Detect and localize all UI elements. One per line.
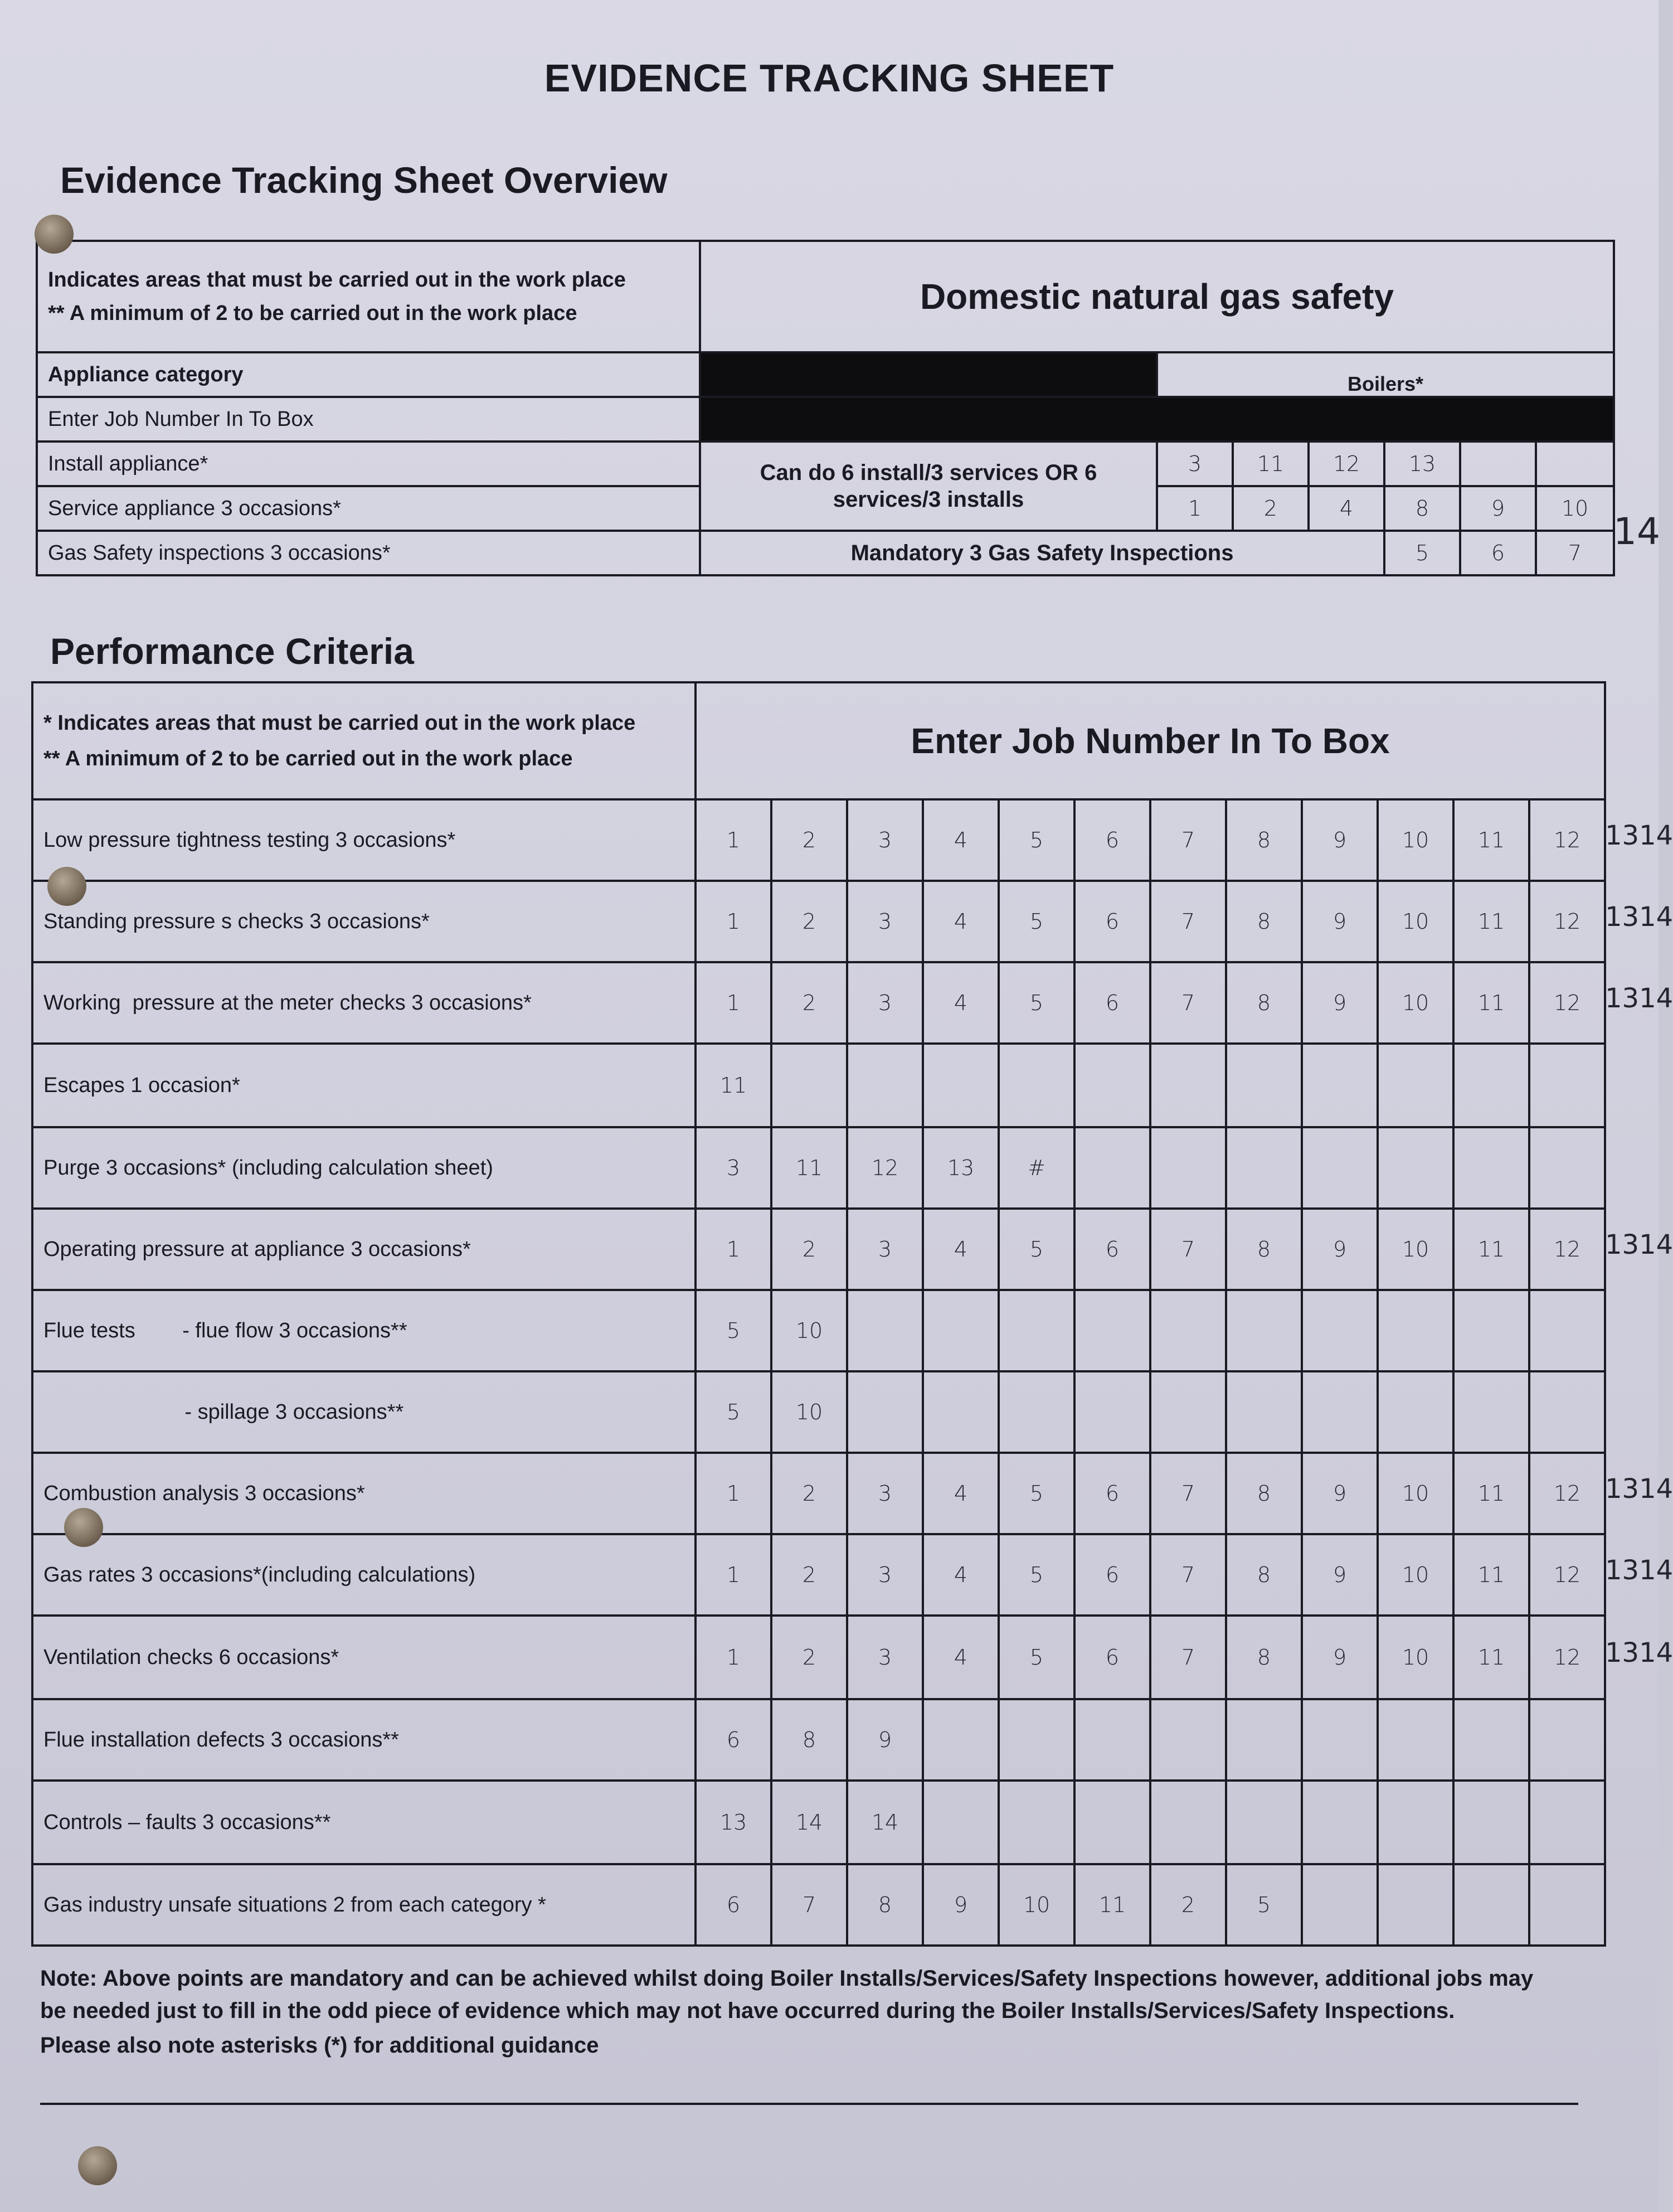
criteria-label: - spillage 3 occasions** xyxy=(32,1371,696,1453)
job-number-cell[interactable]: 1 xyxy=(696,1534,771,1616)
pin-hole xyxy=(64,1508,103,1547)
job-number-cell[interactable] xyxy=(1074,1699,1150,1781)
job-number-cell[interactable] xyxy=(1150,1044,1226,1127)
overview-legend xyxy=(37,241,700,352)
job-number-cell[interactable]: 8 xyxy=(1226,1453,1302,1534)
job-number-cell[interactable]: 5 xyxy=(999,962,1074,1044)
margin-job-note: 1314 xyxy=(1605,1555,1673,1586)
criteria-label: Flue tests - flue flow 3 occasions** xyxy=(32,1290,696,1371)
job-number-cell[interactable]: 6 xyxy=(1074,1453,1150,1534)
job-number-cell[interactable]: 8 xyxy=(1226,799,1302,881)
job-number-cell[interactable] xyxy=(1302,1044,1378,1127)
job-number-cell[interactable]: 10 xyxy=(771,1371,847,1453)
job-number-cell[interactable]: 4 xyxy=(923,1534,999,1616)
job-number-cell[interactable] xyxy=(1378,1864,1453,1946)
criteria-row xyxy=(32,1290,1605,1371)
criteria-label: Operating pressure at appliance 3 occasions* xyxy=(32,1209,696,1290)
job-number-cell[interactable] xyxy=(847,1044,923,1127)
job-number-cell[interactable]: 12 xyxy=(847,1127,923,1209)
job-number-cell[interactable]: 13 xyxy=(696,1781,771,1864)
job-number-cell[interactable] xyxy=(1074,1290,1150,1371)
job-number-cell[interactable]: 9 xyxy=(1302,1616,1378,1699)
job-number-cell[interactable]: 7 xyxy=(1150,1616,1226,1699)
service-job-cell[interactable]: 9 xyxy=(1460,486,1536,531)
criteria-label: Purge 3 occasions* (including calculation sheet) xyxy=(32,1127,696,1209)
job-number-cell[interactable]: 9 xyxy=(1302,1534,1378,1616)
job-number-cell[interactable]: 2 xyxy=(1150,1864,1226,1946)
criteria-row xyxy=(32,1453,1605,1534)
job-number-cell[interactable]: 11 xyxy=(1453,962,1529,1044)
job-number-cell[interactable] xyxy=(1378,1781,1453,1864)
job-number-cell[interactable]: 8 xyxy=(1226,1209,1302,1290)
install-job-cell[interactable] xyxy=(1536,442,1614,486)
job-number-cell[interactable]: 11 xyxy=(1453,1453,1529,1534)
criteria-label: Gas industry unsafe situations 2 from each category * xyxy=(32,1864,696,1946)
service-extra-note: 14 xyxy=(1613,510,1660,553)
job-number-cell[interactable]: 1 xyxy=(696,962,771,1044)
job-number-cell[interactable]: 11 xyxy=(696,1044,771,1127)
performance-table xyxy=(31,681,1606,1947)
job-number-cell[interactable]: 4 xyxy=(923,1616,999,1699)
criteria-row xyxy=(32,1781,1605,1864)
appliance-category-label: Appliance category xyxy=(37,352,700,397)
job-number-cell[interactable] xyxy=(1150,1781,1226,1864)
asterisk-note: Please also note asterisks (*) for additional guidance xyxy=(40,2033,599,2058)
job-number-cell[interactable] xyxy=(1302,1699,1378,1781)
margin-job-note: 1314 xyxy=(1605,1637,1673,1668)
job-number-cell[interactable] xyxy=(1150,1290,1226,1371)
job-number-cell[interactable]: 6 xyxy=(696,1699,771,1781)
legend-star: * Indicates areas that must be carried out in the work place xyxy=(43,711,636,735)
overview-heading: Evidence Tracking Sheet Overview xyxy=(60,159,668,201)
job-number-cell[interactable] xyxy=(1074,1044,1150,1127)
footer-note: Note: Above points are mandatory and can be achieved whilst doing Boiler Installs/Services/Safety Inspections however, additional jobs may be needed just to fill in the odd piece of evidence which may not have occurred during the Boiler Installs/Services/Safety Inspections. xyxy=(40,1966,1534,2023)
job-number-cell[interactable] xyxy=(1226,1781,1302,1864)
job-number-cell[interactable] xyxy=(847,1371,923,1453)
criteria-row xyxy=(32,962,1605,1044)
criteria-row xyxy=(32,799,1605,881)
job-number-cell[interactable]: 8 xyxy=(771,1699,847,1781)
job-number-cell[interactable]: 10 xyxy=(1378,962,1453,1044)
job-number-cell[interactable]: 5 xyxy=(999,1534,1074,1616)
margin-job-note: 1314 xyxy=(1605,1229,1673,1260)
job-number-cell[interactable]: 9 xyxy=(923,1864,999,1946)
job-number-cell[interactable] xyxy=(1074,1781,1150,1864)
job-number-cell[interactable] xyxy=(999,1699,1074,1781)
job-number-cell[interactable]: 4 xyxy=(923,799,999,881)
job-number-cell[interactable] xyxy=(1226,1371,1302,1453)
job-number-cell[interactable]: 14 xyxy=(847,1781,923,1864)
job-number-cell[interactable] xyxy=(847,1290,923,1371)
job-number-cell[interactable]: 10 xyxy=(999,1864,1074,1946)
job-number-cell[interactable]: 3 xyxy=(847,1453,923,1534)
job-number-cell[interactable] xyxy=(999,1044,1074,1127)
job-number-cell[interactable]: 11 xyxy=(1453,1616,1529,1699)
margin-job-note: 1314 xyxy=(1605,983,1673,1014)
job-number-cell[interactable]: 10 xyxy=(1378,799,1453,881)
job-number-cell[interactable]: 7 xyxy=(1150,962,1226,1044)
inspection-job-cell[interactable]: 5 xyxy=(1384,531,1460,575)
criteria-row xyxy=(32,881,1605,962)
job-number-cell[interactable] xyxy=(1302,1864,1378,1946)
job-number-cell[interactable]: 12 xyxy=(1529,881,1605,962)
job-number-cell[interactable] xyxy=(1453,1864,1529,1946)
install-note: Can do 6 install/3 services OR 6 services/3 installs xyxy=(700,442,1157,531)
job-number-cell[interactable]: 11 xyxy=(771,1127,847,1209)
job-number-cell[interactable] xyxy=(1529,1371,1605,1453)
criteria-label: Combustion analysis 3 occasions* xyxy=(32,1453,696,1534)
margin-job-note: 1314 xyxy=(1605,901,1673,933)
job-number-cell[interactable] xyxy=(1378,1127,1453,1209)
inspection-job-cell[interactable]: 7 xyxy=(1536,531,1614,575)
job-number-cell[interactable]: 1 xyxy=(696,799,771,881)
job-number-cell[interactable]: 6 xyxy=(696,1864,771,1946)
criteria-row xyxy=(32,1127,1605,1209)
boilers-label: Boilers* xyxy=(1157,352,1614,397)
job-number-cell[interactable] xyxy=(1529,1044,1605,1127)
job-number-cell[interactable]: 2 xyxy=(771,1616,847,1699)
legend-star: Indicates areas that must be carried out in the work place xyxy=(48,268,626,292)
enter-job-label: Enter Job Number In To Box xyxy=(37,397,700,442)
job-number-cell[interactable]: 11 xyxy=(1453,1534,1529,1616)
redacted-block xyxy=(700,352,1157,397)
job-number-cell[interactable]: 6 xyxy=(1074,962,1150,1044)
job-number-cell[interactable] xyxy=(1529,1864,1605,1946)
job-number-cell[interactable]: 5 xyxy=(696,1290,771,1371)
job-number-cell[interactable]: 13 xyxy=(923,1127,999,1209)
job-number-cell[interactable]: 5 xyxy=(999,799,1074,881)
job-number-cell[interactable]: 10 xyxy=(1378,1616,1453,1699)
service-job-cell[interactable]: 10 xyxy=(1536,486,1614,531)
job-number-cell[interactable]: 2 xyxy=(771,1534,847,1616)
job-number-cell[interactable] xyxy=(1302,1290,1378,1371)
job-number-cell[interactable]: 10 xyxy=(1378,1209,1453,1290)
job-number-cell[interactable]: 7 xyxy=(1150,1209,1226,1290)
job-number-cell[interactable]: 7 xyxy=(1150,881,1226,962)
job-number-cell[interactable]: 2 xyxy=(771,962,847,1044)
criteria-row xyxy=(32,1616,1605,1699)
job-number-cell[interactable]: 1 xyxy=(696,1453,771,1534)
job-number-cell[interactable] xyxy=(1453,1371,1529,1453)
job-number-cell[interactable]: 3 xyxy=(847,881,923,962)
job-number-cell[interactable] xyxy=(1226,1699,1302,1781)
job-number-cell[interactable]: 2 xyxy=(771,799,847,881)
job-number-cell[interactable] xyxy=(1378,1290,1453,1371)
job-number-cell[interactable] xyxy=(1226,1127,1302,1209)
job-number-cell[interactable]: 10 xyxy=(1378,1534,1453,1616)
install-label: Install appliance* xyxy=(37,442,700,486)
criteria-label: Ventilation checks 6 occasions* xyxy=(32,1616,696,1699)
job-number-cell[interactable]: 10 xyxy=(771,1290,847,1371)
job-number-cell[interactable]: 3 xyxy=(696,1127,771,1209)
service-job-cell[interactable]: 8 xyxy=(1384,486,1460,531)
job-number-cell[interactable]: # xyxy=(999,1127,1074,1209)
job-header: Enter Job Number In To Box xyxy=(696,682,1605,799)
legend-double-star: ** A minimum of 2 to be carried out in the work place xyxy=(48,302,577,325)
criteria-row xyxy=(32,1371,1605,1453)
job-number-cell[interactable]: 8 xyxy=(1226,962,1302,1044)
job-number-cell[interactable]: 6 xyxy=(1074,1534,1150,1616)
job-number-cell[interactable]: 12 xyxy=(1529,1534,1605,1616)
job-number-cell[interactable] xyxy=(923,1290,999,1371)
job-number-cell[interactable] xyxy=(923,1371,999,1453)
install-job-cell[interactable] xyxy=(1460,442,1536,486)
job-number-cell[interactable]: 9 xyxy=(1302,799,1378,881)
job-number-cell[interactable]: 3 xyxy=(847,1616,923,1699)
job-number-cell[interactable]: 4 xyxy=(923,1453,999,1534)
job-number-cell[interactable]: 6 xyxy=(1074,1209,1150,1290)
criteria-label: Standing pressure s checks 3 occasions* xyxy=(32,881,696,962)
job-number-cell[interactable]: 9 xyxy=(1302,962,1378,1044)
job-number-cell[interactable]: 12 xyxy=(1529,799,1605,881)
job-number-cell[interactable] xyxy=(1453,1781,1529,1864)
job-number-cell[interactable] xyxy=(1302,1371,1378,1453)
job-number-cell[interactable]: 11 xyxy=(1453,799,1529,881)
criteria-row xyxy=(32,1699,1605,1781)
margin-job-note: 1314 xyxy=(1605,1473,1673,1505)
margin-job-note: 1314 xyxy=(1605,820,1673,851)
job-number-cell[interactable]: 12 xyxy=(1529,1209,1605,1290)
job-number-cell[interactable] xyxy=(1529,1699,1605,1781)
job-number-cell[interactable]: 4 xyxy=(923,1209,999,1290)
job-number-cell[interactable] xyxy=(1074,1371,1150,1453)
job-number-cell[interactable] xyxy=(1453,1044,1529,1127)
footer-divider xyxy=(40,2103,1578,2105)
inspection-job-cell[interactable]: 6 xyxy=(1460,531,1536,575)
legend-double-star: ** A minimum of 2 to be carried out in the work place xyxy=(43,747,573,770)
job-number-cell[interactable] xyxy=(1529,1127,1605,1209)
job-number-cell[interactable]: 3 xyxy=(847,799,923,881)
job-number-cell[interactable]: 5 xyxy=(999,881,1074,962)
job-number-cell[interactable]: 12 xyxy=(1529,1616,1605,1699)
job-number-cell[interactable]: 4 xyxy=(923,962,999,1044)
service-job-cell[interactable]: 4 xyxy=(1309,486,1384,531)
page-title: EVIDENCE TRACKING SHEET xyxy=(544,56,1115,100)
job-number-cell[interactable]: 5 xyxy=(999,1453,1074,1534)
job-number-cell[interactable] xyxy=(1453,1699,1529,1781)
job-number-cell[interactable]: 2 xyxy=(771,1209,847,1290)
job-number-cell[interactable] xyxy=(1378,1699,1453,1781)
job-number-cell[interactable]: 9 xyxy=(1302,881,1378,962)
job-number-cell[interactable]: 2 xyxy=(771,1453,847,1534)
job-number-cell[interactable] xyxy=(1378,1371,1453,1453)
job-number-cell[interactable]: 6 xyxy=(1074,799,1150,881)
service-job-cell[interactable]: 2 xyxy=(1233,486,1309,531)
job-number-cell[interactable] xyxy=(923,1699,999,1781)
job-number-cell[interactable] xyxy=(771,1044,847,1127)
job-number-cell[interactable]: 3 xyxy=(847,962,923,1044)
job-number-cell[interactable]: 12 xyxy=(1529,962,1605,1044)
job-number-cell[interactable] xyxy=(1302,1781,1378,1864)
job-number-cell[interactable] xyxy=(999,1371,1074,1453)
job-number-cell[interactable]: 5 xyxy=(696,1371,771,1453)
job-number-cell[interactable] xyxy=(1150,1371,1226,1453)
criteria-row xyxy=(32,1209,1605,1290)
job-number-cell[interactable] xyxy=(1378,1044,1453,1127)
service-job-cell[interactable]: 1 xyxy=(1157,486,1233,531)
section-title: Domestic natural gas safety xyxy=(700,241,1614,352)
job-number-cell[interactable] xyxy=(1529,1781,1605,1864)
job-number-cell[interactable]: 7 xyxy=(771,1864,847,1946)
job-number-cell[interactable] xyxy=(1226,1290,1302,1371)
job-number-cell[interactable]: 7 xyxy=(1150,799,1226,881)
install-job-cell[interactable]: 12 xyxy=(1309,442,1384,486)
criteria-row xyxy=(32,1044,1605,1127)
job-number-cell[interactable]: 7 xyxy=(1150,1534,1226,1616)
job-number-cell[interactable]: 11 xyxy=(1074,1864,1150,1946)
job-number-cell[interactable] xyxy=(999,1781,1074,1864)
pin-hole xyxy=(35,215,74,254)
job-number-cell[interactable]: 6 xyxy=(1074,1616,1150,1699)
criteria-row xyxy=(32,1864,1605,1946)
job-number-cell[interactable]: 10 xyxy=(1378,1453,1453,1534)
job-number-cell[interactable]: 2 xyxy=(771,881,847,962)
job-number-cell[interactable]: 6 xyxy=(1074,881,1150,962)
criteria-label: Gas rates 3 occasions*(including calculations) xyxy=(32,1534,696,1616)
service-label: Service appliance 3 occasions* xyxy=(37,486,700,531)
job-number-cell[interactable]: 14 xyxy=(771,1781,847,1864)
job-number-cell[interactable]: 3 xyxy=(847,1534,923,1616)
performance-legend xyxy=(32,682,696,799)
redacted-bar xyxy=(700,397,1614,442)
mandatory-note: Mandatory 3 Gas Safety Inspections xyxy=(700,531,1384,575)
job-number-cell[interactable]: 7 xyxy=(1150,1453,1226,1534)
job-number-cell[interactable] xyxy=(1150,1699,1226,1781)
job-number-cell[interactable]: 8 xyxy=(1226,881,1302,962)
job-number-cell[interactable] xyxy=(923,1044,999,1127)
job-number-cell[interactable]: 9 xyxy=(1302,1209,1378,1290)
job-number-cell[interactable] xyxy=(1453,1290,1529,1371)
job-number-cell[interactable]: 5 xyxy=(999,1616,1074,1699)
job-number-cell[interactable]: 1 xyxy=(696,1616,771,1699)
job-number-cell[interactable] xyxy=(1529,1290,1605,1371)
job-number-cell[interactable]: 3 xyxy=(847,1209,923,1290)
job-number-cell[interactable]: 8 xyxy=(1226,1534,1302,1616)
criteria-label: Low pressure tightness testing 3 occasions* xyxy=(32,799,696,881)
job-number-cell[interactable]: 9 xyxy=(847,1699,923,1781)
performance-heading: Performance Criteria xyxy=(50,630,414,672)
pin-hole xyxy=(78,2146,117,2185)
job-number-cell[interactable]: 1 xyxy=(696,1209,771,1290)
job-number-cell[interactable]: 8 xyxy=(847,1864,923,1946)
criteria-label: Flue installation defects 3 occasions** xyxy=(32,1699,696,1781)
job-number-cell[interactable]: 10 xyxy=(1378,881,1453,962)
job-number-cell[interactable]: 12 xyxy=(1529,1453,1605,1534)
install-job-cell[interactable]: 13 xyxy=(1384,442,1460,486)
job-number-cell[interactable]: 8 xyxy=(1226,1616,1302,1699)
job-number-cell[interactable]: 11 xyxy=(1453,1209,1529,1290)
overview-table xyxy=(36,240,1615,576)
gas-safety-label: Gas Safety inspections 3 occasions* xyxy=(37,531,700,575)
job-number-cell[interactable] xyxy=(1302,1127,1378,1209)
job-number-cell[interactable]: 5 xyxy=(999,1209,1074,1290)
criteria-row xyxy=(32,1534,1605,1616)
criteria-label: Working pressure at the meter checks 3 occasions* xyxy=(32,962,696,1044)
job-number-cell[interactable] xyxy=(923,1781,999,1864)
install-job-cell[interactable]: 11 xyxy=(1233,442,1309,486)
job-number-cell[interactable] xyxy=(1150,1127,1226,1209)
job-number-cell[interactable] xyxy=(999,1290,1074,1371)
job-number-cell[interactable]: 11 xyxy=(1453,881,1529,962)
job-number-cell[interactable]: 5 xyxy=(1226,1864,1302,1946)
job-number-cell[interactable]: 4 xyxy=(923,881,999,962)
criteria-label: Escapes 1 occasion* xyxy=(32,1044,696,1127)
job-number-cell[interactable] xyxy=(1226,1044,1302,1127)
criteria-label: Controls – faults 3 occasions** xyxy=(32,1781,696,1864)
job-number-cell[interactable]: 1 xyxy=(696,881,771,962)
job-number-cell[interactable] xyxy=(1453,1127,1529,1209)
job-number-cell[interactable]: 9 xyxy=(1302,1453,1378,1534)
pin-hole xyxy=(47,867,86,906)
install-job-cell[interactable]: 3 xyxy=(1157,442,1233,486)
job-number-cell[interactable] xyxy=(1074,1127,1150,1209)
